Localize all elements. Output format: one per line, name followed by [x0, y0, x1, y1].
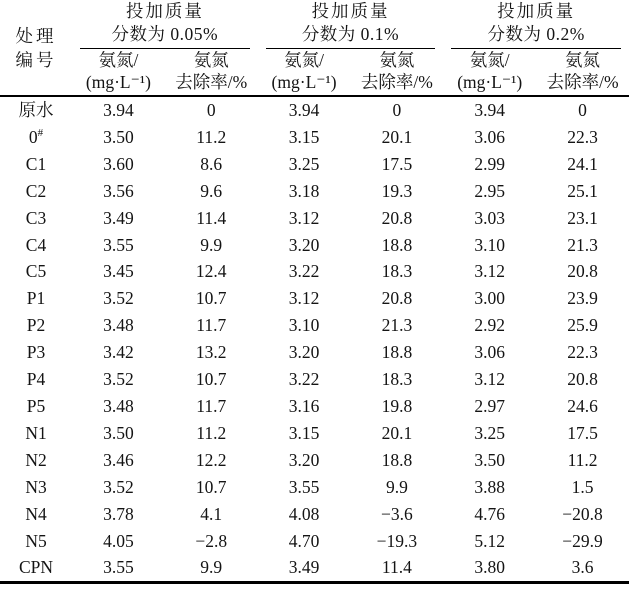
value-cell: 3.48 — [103, 395, 134, 416]
value-cell: 0 — [578, 100, 587, 120]
group-header-0.05pct-text: 投加质量 分数为 0.05% — [80, 0, 250, 49]
row-label-text: P4 — [26, 369, 46, 390]
value-cell: 3.06 — [474, 126, 506, 147]
value-cell: 18.3 — [381, 369, 413, 390]
value-cell: 11.4 — [196, 207, 227, 228]
value-cell: −29.9 — [562, 530, 603, 551]
value-cell: 3.12 — [474, 369, 506, 390]
value-cell: 12.4 — [195, 261, 227, 282]
value-cell: 4.08 — [288, 503, 320, 524]
value-cell: 21.3 — [381, 315, 413, 336]
group-header-0.1pct-text: 投加质量 分数为 0.1% — [266, 0, 436, 49]
value-cell: 11.7 — [196, 315, 227, 336]
value-cell: 19.3 — [381, 180, 413, 201]
table-row — [0, 420, 629, 447]
header-treatment-id — [0, 0, 72, 97]
row-label — [0, 285, 72, 312]
value-cell: 20.8 — [567, 261, 598, 282]
value-cell: 20.8 — [381, 207, 413, 228]
value-cell: 3.50 — [103, 126, 134, 147]
value-cell: 4.76 — [474, 503, 506, 524]
value-cell: 9.6 — [200, 180, 223, 201]
value-cell: 9.9 — [200, 557, 223, 578]
table-row — [0, 151, 629, 178]
subheader-ammonia-concentration: 氨氮/ (mg·L⁻¹) — [72, 49, 165, 97]
value-cell: 3.03 — [474, 207, 506, 228]
row-label-text: C4 — [25, 234, 47, 255]
value-cell: 25.9 — [567, 315, 598, 336]
value-cell: 11.7 — [196, 395, 227, 416]
value-cell: 11.4 — [381, 557, 412, 578]
row-label-text: N3 — [25, 476, 47, 497]
value-cell: 3.42 — [103, 342, 134, 363]
row-label-text: N4 — [25, 503, 47, 524]
row-label — [0, 124, 72, 151]
value-cell: 3.10 — [288, 315, 320, 336]
value-cell: 3.16 — [288, 395, 320, 416]
value-cell: 18.8 — [381, 234, 413, 255]
table-row — [0, 366, 629, 393]
value-cell: 9.9 — [200, 234, 223, 255]
row-label-text: P3 — [26, 342, 46, 363]
value-cell: 2.97 — [474, 395, 506, 416]
table-row — [0, 178, 629, 205]
row-label-text: C5 — [25, 261, 47, 282]
row-label — [0, 339, 72, 366]
value-cell: 3.60 — [103, 153, 134, 174]
table-row — [0, 528, 629, 555]
value-cell: −20.8 — [562, 503, 603, 524]
value-cell: 3.55 — [103, 557, 134, 578]
value-cell: −3.6 — [381, 503, 413, 524]
group-header-0.2pct — [443, 0, 629, 49]
table-row — [0, 554, 629, 581]
value-cell: 3.22 — [288, 261, 320, 282]
value-cell: 3.15 — [288, 126, 320, 147]
table-row — [0, 285, 629, 312]
value-cell: 4.1 — [200, 503, 223, 524]
table-row — [0, 232, 629, 259]
value-cell: 10.7 — [195, 288, 227, 309]
row-label-text: P5 — [26, 395, 46, 416]
row-label — [0, 474, 72, 501]
value-cell: 18.8 — [381, 449, 413, 470]
value-cell: 23.1 — [567, 207, 598, 228]
value-cell: 23.9 — [567, 288, 598, 309]
table-body — [0, 97, 629, 581]
table-row — [0, 258, 629, 285]
value-cell: 11.2 — [196, 422, 227, 443]
value-cell: 17.5 — [567, 422, 598, 443]
value-cell: 3.25 — [474, 422, 506, 443]
subheader-ammonia-concentration: 氨氮/ (mg·L⁻¹) — [443, 49, 536, 97]
row-label-text: C3 — [25, 207, 47, 228]
table-row — [0, 339, 629, 366]
value-cell: 3.00 — [474, 288, 506, 309]
value-cell: −2.8 — [195, 530, 228, 551]
value-cell: 4.05 — [103, 530, 134, 551]
table-row — [0, 447, 629, 474]
value-cell: 22.3 — [567, 342, 598, 363]
header-treatment-id-line2: 编号 — [15, 49, 57, 70]
row-label — [0, 501, 72, 528]
row-label-text: C1 — [25, 153, 47, 174]
group-header-row — [0, 0, 629, 49]
value-cell: 25.1 — [567, 180, 598, 201]
row-label — [0, 420, 72, 447]
value-cell: 3.80 — [474, 557, 506, 578]
row-label — [0, 151, 72, 178]
value-cell: 3.15 — [288, 422, 320, 443]
value-cell: 3.50 — [103, 422, 134, 443]
value-cell: 11.2 — [196, 126, 227, 147]
group-header-0.2pct-text: 投加质量 分数为 0.2% — [451, 0, 621, 49]
value-cell: 3.20 — [288, 234, 320, 255]
value-cell: 3.22 — [288, 369, 320, 390]
row-label — [0, 312, 72, 339]
value-cell: 19.8 — [381, 395, 413, 416]
value-cell: 3.18 — [288, 180, 320, 201]
value-cell: 3.52 — [103, 476, 134, 497]
value-cell: 3.88 — [474, 476, 506, 497]
row-label-text: N5 — [25, 530, 47, 551]
row-label — [0, 205, 72, 232]
subheader-ammonia-removal: 氨氮 去除率/% — [350, 49, 443, 97]
table-row — [0, 205, 629, 232]
value-cell: 21.3 — [567, 234, 598, 255]
value-cell: 3.48 — [103, 315, 134, 336]
value-cell: 24.6 — [567, 395, 598, 416]
value-cell: 2.95 — [474, 180, 506, 201]
value-cell: 3.78 — [103, 503, 134, 524]
value-cell: 0 — [392, 100, 402, 120]
table-row — [0, 97, 629, 124]
value-cell: 3.94 — [288, 100, 320, 120]
value-cell: 8.6 — [200, 153, 223, 174]
row-label-text: N1 — [25, 422, 47, 443]
subheader-ammonia-removal: 氨氮 去除率/% — [165, 49, 258, 97]
row-label — [0, 97, 72, 124]
table-row — [0, 124, 629, 151]
value-cell: 20.1 — [381, 126, 413, 147]
value-cell: 2.92 — [474, 315, 506, 336]
value-cell: 5.12 — [474, 530, 506, 551]
value-cell: 1.5 — [571, 476, 594, 497]
value-cell: 3.25 — [288, 153, 320, 174]
table-row — [0, 393, 629, 420]
row-label-text: C2 — [25, 180, 47, 201]
value-cell: 18.8 — [381, 342, 413, 363]
value-cell: 12.2 — [195, 449, 227, 470]
value-cell: 3.12 — [474, 261, 506, 282]
table-row — [0, 312, 629, 339]
value-cell: 3.52 — [103, 288, 134, 309]
value-cell: 3.94 — [474, 100, 506, 120]
value-cell: 3.52 — [103, 369, 134, 390]
row-label-text: N2 — [25, 449, 47, 470]
value-cell: 3.55 — [103, 234, 134, 255]
row-label — [0, 258, 72, 285]
row-label-text: CPN — [18, 557, 54, 578]
group-header-0.1pct — [258, 0, 444, 49]
row-label — [0, 178, 72, 205]
value-cell: 3.46 — [103, 449, 134, 470]
row-label — [0, 447, 72, 474]
subheader-ammonia-concentration: 氨氮/ (mg·L⁻¹) — [258, 49, 351, 97]
value-cell: 10.7 — [195, 476, 227, 497]
row-label-text: 0 — [28, 126, 38, 147]
table-row — [0, 474, 629, 501]
row-label-text: P2 — [26, 315, 46, 336]
row-label — [0, 366, 72, 393]
value-cell: 3.49 — [288, 557, 320, 578]
value-cell: 3.55 — [288, 476, 320, 497]
value-cell: 18.3 — [381, 261, 413, 282]
value-cell: 4.70 — [288, 530, 320, 551]
value-cell: 13.2 — [195, 342, 227, 363]
row-label-text: 原水 — [18, 100, 54, 120]
table-row — [0, 501, 629, 528]
value-cell: 3.20 — [288, 342, 320, 363]
value-cell: 17.5 — [381, 153, 413, 174]
value-cell: 3.49 — [103, 207, 134, 228]
value-cell: 3.45 — [103, 261, 134, 282]
row-label — [0, 393, 72, 420]
row-label — [0, 528, 72, 555]
value-cell: −19.3 — [376, 530, 418, 551]
value-cell: 11.2 — [567, 449, 598, 470]
row-label — [0, 232, 72, 259]
value-cell: 2.99 — [474, 153, 506, 174]
value-cell: 10.7 — [195, 369, 227, 390]
value-cell: 3.56 — [103, 180, 134, 201]
value-cell: 0 — [206, 100, 216, 120]
value-cell: 3.12 — [288, 288, 320, 309]
value-cell: 3.10 — [474, 234, 506, 255]
value-cell: 20.8 — [381, 288, 413, 309]
group-header-0.05pct — [72, 0, 258, 49]
value-cell: 3.50 — [474, 449, 506, 470]
subheader-row — [0, 49, 629, 97]
row-label — [0, 554, 72, 581]
subheader-ammonia-removal: 氨氮 去除率/% — [536, 49, 629, 97]
value-cell: 3.20 — [288, 449, 320, 470]
value-cell: 3.12 — [288, 207, 320, 228]
value-cell: 20.1 — [381, 422, 413, 443]
value-cell: 3.6 — [571, 557, 594, 578]
value-cell: 24.1 — [567, 153, 598, 174]
value-cell: 22.3 — [567, 126, 598, 147]
row-label-sup: # — [37, 127, 44, 140]
value-cell: 3.06 — [474, 342, 506, 363]
header-treatment-id-line1: 处理 — [15, 25, 57, 46]
row-label-text: P1 — [26, 288, 46, 309]
value-cell: 3.94 — [103, 100, 134, 120]
value-cell: 9.9 — [385, 476, 408, 497]
value-cell: 20.8 — [567, 369, 598, 390]
